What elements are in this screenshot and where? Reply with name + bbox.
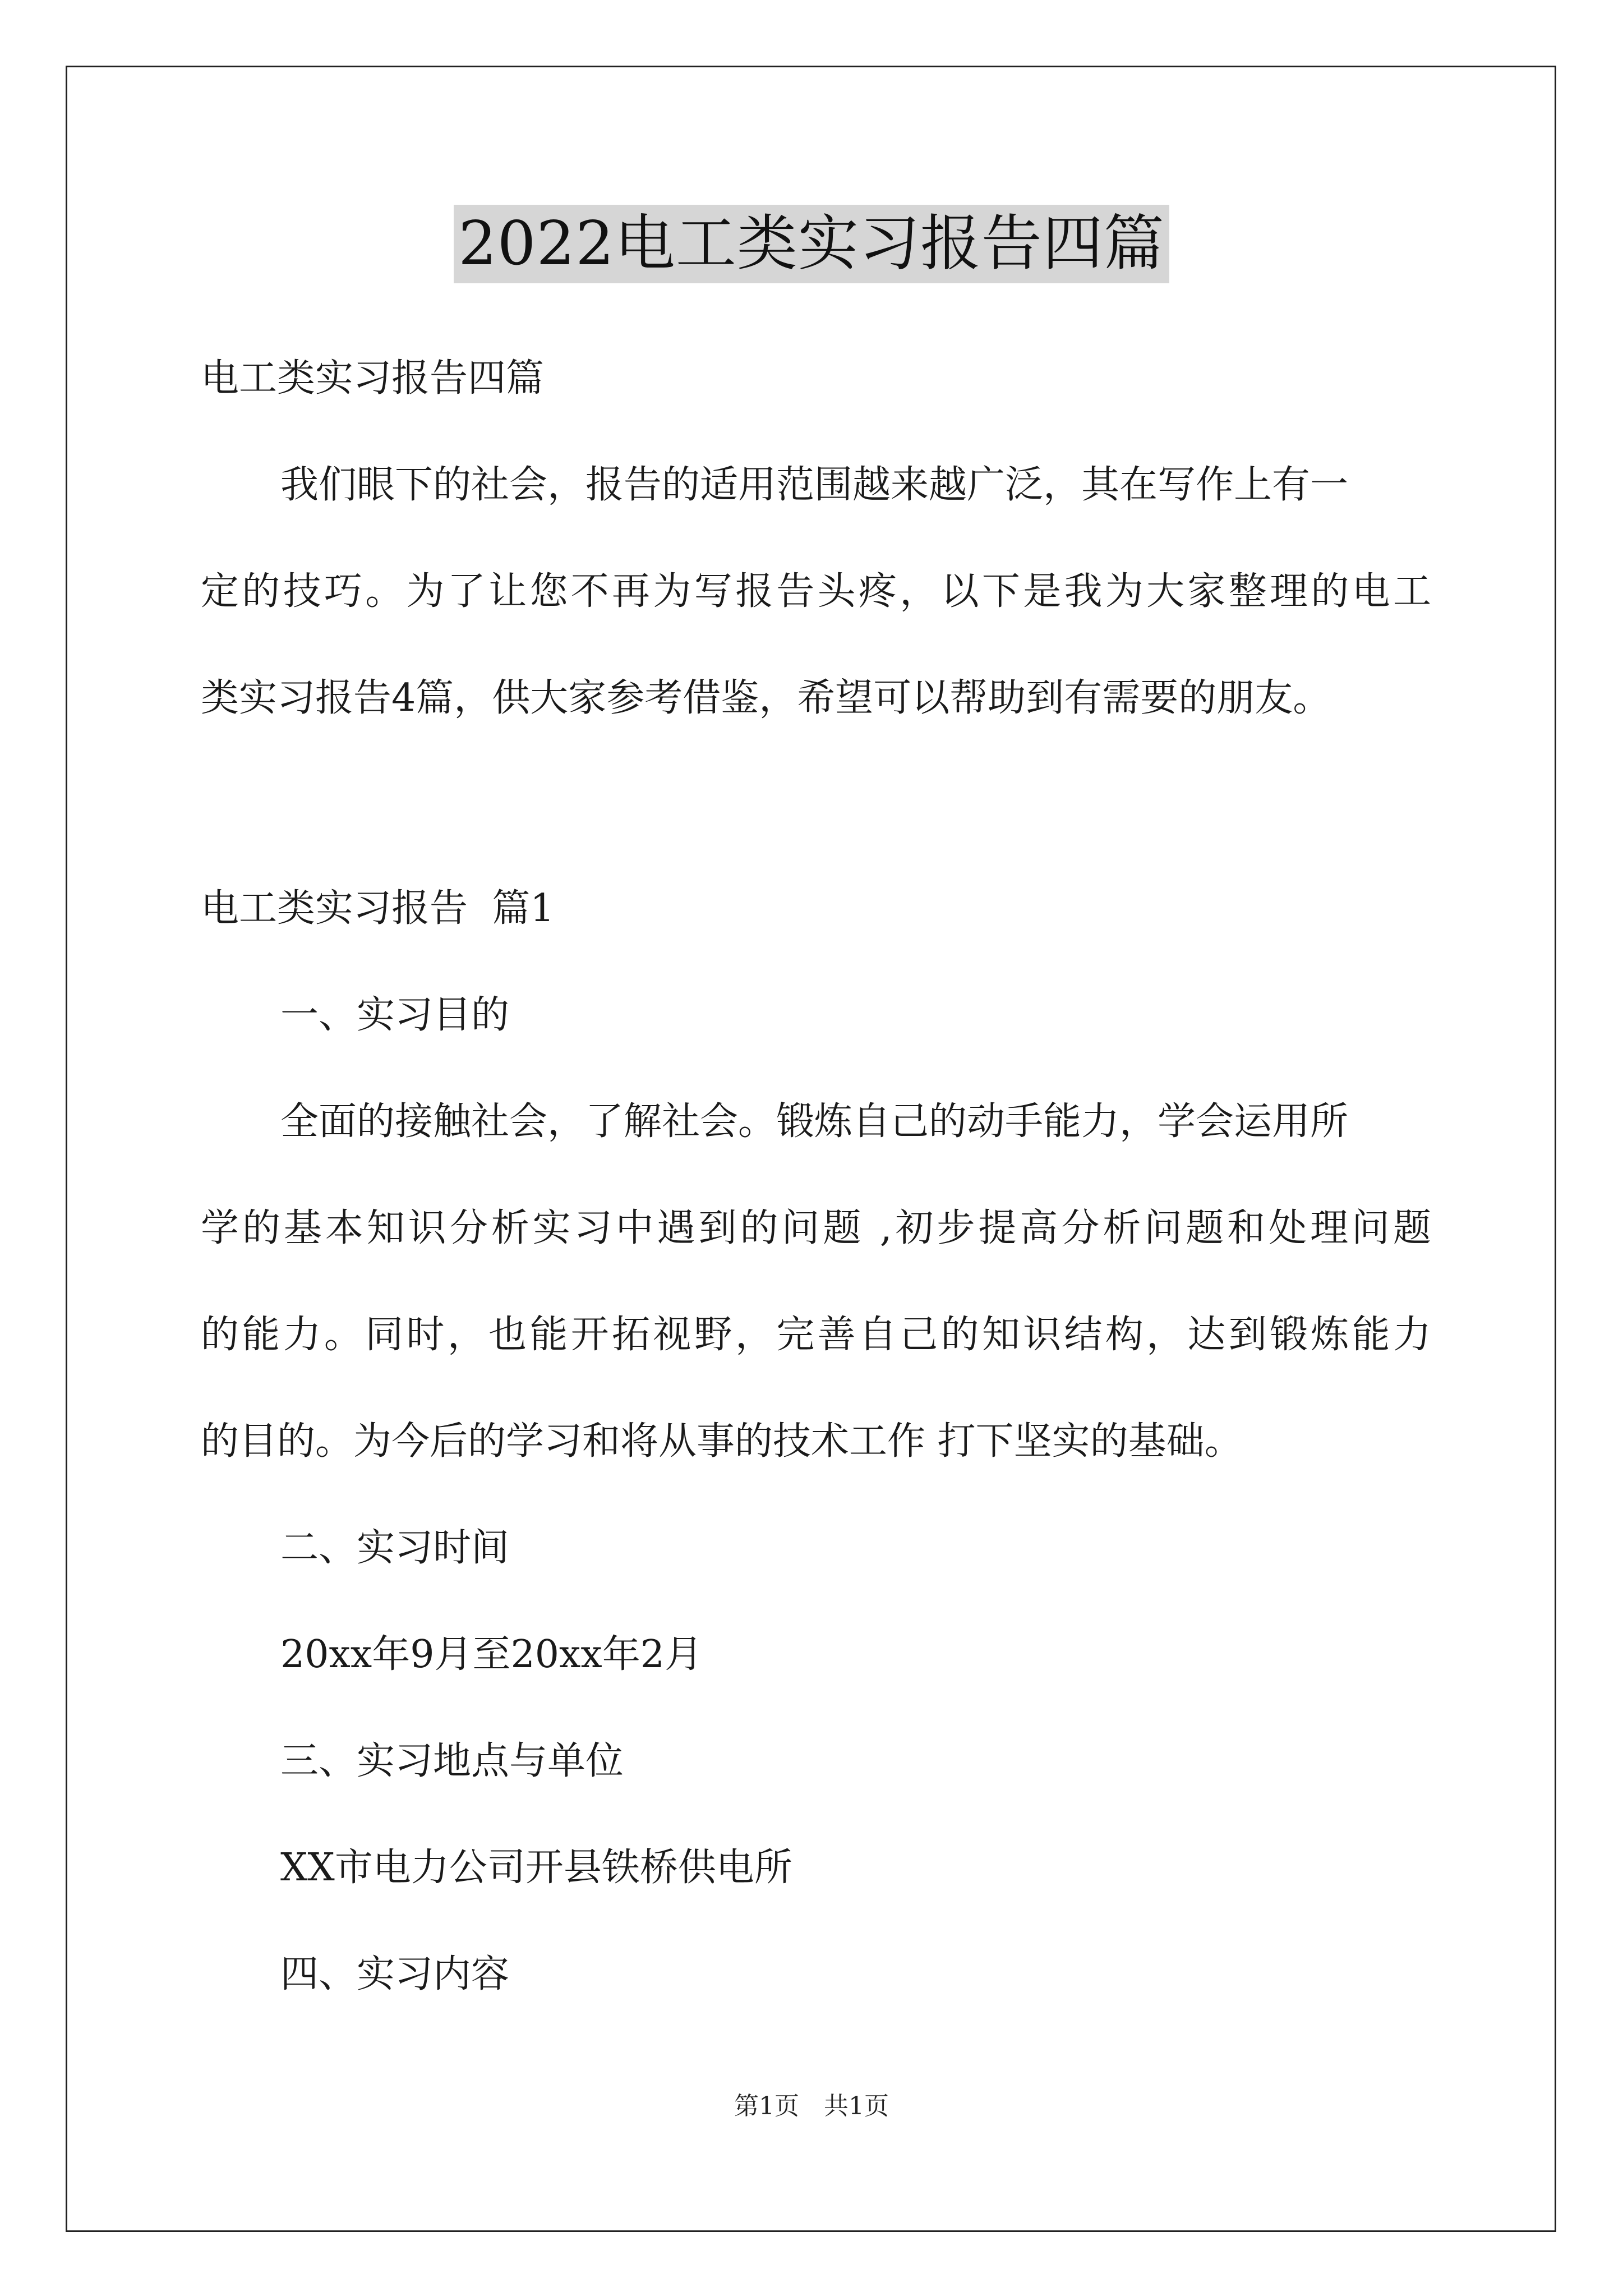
content-heading: 四、实习内容 <box>280 1952 510 1996</box>
time-heading: 二、实习时间 <box>280 1526 510 1570</box>
place-heading: 三、实习地点与单位 <box>280 1739 624 1783</box>
purpose-line-4: 的目的。为今后的学习和将从事的技术工作 打下坚实的基础。 <box>201 1419 1243 1464</box>
place-value: XX市电力公司开县铁桥供电所 <box>280 1846 792 1890</box>
page-total: 共1页 <box>824 2092 889 2120</box>
time-value: 20xx年9月至20xx年2月 <box>280 1632 703 1677</box>
section-heading: 电工类实习报告 篇1 <box>201 886 555 931</box>
purpose-line-2: 学的基本知识分析实习中遇到的问题 ,初步提高分析问题和处理问题 <box>201 1206 1431 1250</box>
intro-line-2: 定的技巧。为了让您不再为写报告头疼，以下是我为大家整理的电工 <box>201 569 1431 614</box>
document-subtitle: 电工类实习报告四篇 <box>201 356 545 401</box>
document-title: 2022电工类实习报告四篇 <box>454 205 1169 283</box>
page-number: 第1页 <box>734 2092 799 2120</box>
intro-line-1: 我们眼下的社会，报告的适用范围越来越广泛，其在写作上有一 <box>280 463 1349 507</box>
purpose-line-3: 的能力。同时，也能开拓视野，完善自己的知识结构，达到锻炼能力 <box>201 1313 1431 1357</box>
page-footer <box>0 2090 1623 2123</box>
title-container <box>0 205 1623 283</box>
purpose-heading: 一、实习目的 <box>280 993 510 1037</box>
purpose-line-1: 全面的接触社会，了解社会。锻炼自己的动手能力，学会运用所 <box>280 1099 1349 1144</box>
intro-line-3: 类实习报告4篇，供大家参考借鉴，希望可以帮助到有需要的朋友。 <box>201 676 1331 720</box>
